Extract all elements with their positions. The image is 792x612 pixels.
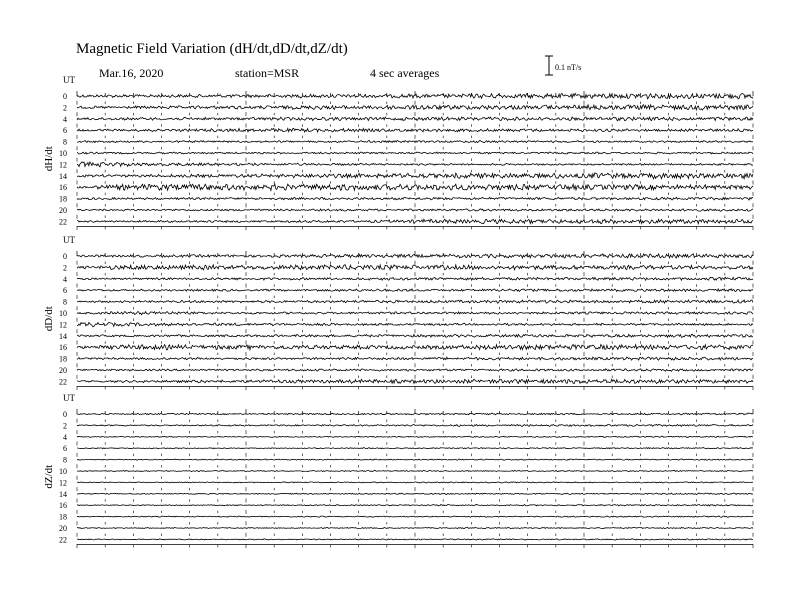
trace-row [77, 379, 753, 383]
row-label: 14 [59, 171, 67, 181]
trace-row [77, 527, 753, 528]
row-label: 18 [59, 512, 67, 522]
ut-axis-label: UT [63, 393, 75, 403]
row-label: 6 [63, 126, 67, 136]
chart-title: Magnetic Field Variation (dH/dt,dD/dt,dZ/dt) [76, 41, 348, 57]
trace-row [77, 493, 753, 495]
row-label: 8 [63, 297, 67, 307]
row-label: 20 [59, 524, 67, 533]
row-label: 14 [59, 489, 67, 499]
row-label: 16 [59, 343, 67, 353]
trace-row [77, 128, 753, 132]
row-label: 22 [59, 217, 67, 227]
trace-row [77, 152, 753, 154]
trace-row [77, 369, 753, 371]
trace-row [77, 197, 753, 200]
row-label: 16 [59, 183, 67, 193]
row-label: 0 [63, 410, 67, 419]
trace-row [77, 516, 753, 517]
trace-row [77, 424, 753, 426]
row-label: 2 [63, 421, 67, 431]
trace-row [77, 105, 753, 110]
trace-row [77, 265, 753, 270]
station-label: station=MSR [235, 66, 300, 80]
row-label: 16 [59, 501, 67, 511]
row-label: 2 [63, 103, 67, 113]
panel-ylabel: dD/dt [43, 306, 55, 332]
ut-axis-label: UT [63, 235, 75, 245]
row-label: 0 [63, 92, 67, 101]
trace-row [77, 459, 753, 460]
row-label: 6 [63, 444, 67, 454]
trace-row [77, 141, 753, 143]
panels-group [43, 75, 753, 548]
trace-row [77, 300, 753, 303]
trace-row [77, 117, 753, 121]
row-label: 4 [63, 274, 67, 284]
trace-row [77, 173, 753, 179]
scale-bar-label: 0.1 nT/s [555, 63, 582, 72]
averaging-label: 4 sec averages [370, 66, 440, 80]
trace-row [77, 184, 753, 190]
row-label: 4 [63, 114, 67, 124]
trace-row [77, 470, 753, 471]
trace-row [77, 277, 753, 280]
row-label: 12 [59, 320, 67, 330]
row-label: 12 [59, 160, 67, 170]
row-label: 20 [59, 366, 67, 375]
panel-dd-dt [43, 235, 753, 390]
panel-ylabel: dH/dt [43, 146, 55, 172]
trace-row [77, 357, 753, 360]
panel-dh-dt [43, 75, 753, 230]
trace-row [77, 482, 753, 483]
trace-row [77, 209, 753, 211]
trace-row [77, 322, 753, 326]
row-label: 18 [59, 194, 67, 204]
row-label: 14 [59, 331, 67, 341]
row-label: 10 [59, 149, 67, 158]
trace-row [77, 219, 753, 224]
ut-axis-label: UT [63, 75, 75, 85]
row-label: 6 [63, 286, 67, 296]
trace-row [77, 162, 753, 167]
trace-row [77, 505, 753, 506]
row-label: 0 [63, 252, 67, 261]
scale-bar [545, 56, 581, 75]
row-label: 20 [59, 206, 67, 215]
trace-row [77, 539, 753, 540]
trace-row [77, 344, 753, 349]
panel-ylabel: dZ/dt [43, 464, 55, 489]
row-label: 10 [59, 309, 67, 318]
row-label: 8 [63, 455, 67, 465]
panel-dz-dt [43, 393, 753, 548]
row-label: 8 [63, 137, 67, 147]
row-label: 10 [59, 467, 67, 476]
row-label: 22 [59, 377, 67, 387]
trace-row [77, 312, 753, 315]
date-label: Mar.16, 2020 [99, 66, 164, 80]
row-label: 12 [59, 478, 67, 488]
trace-row [77, 334, 753, 337]
trace-row [77, 448, 753, 449]
row-label: 2 [63, 263, 67, 273]
trace-row [77, 289, 753, 292]
trace-row [77, 436, 753, 437]
row-label: 18 [59, 354, 67, 364]
row-label: 22 [59, 535, 67, 545]
row-label: 4 [63, 432, 67, 442]
